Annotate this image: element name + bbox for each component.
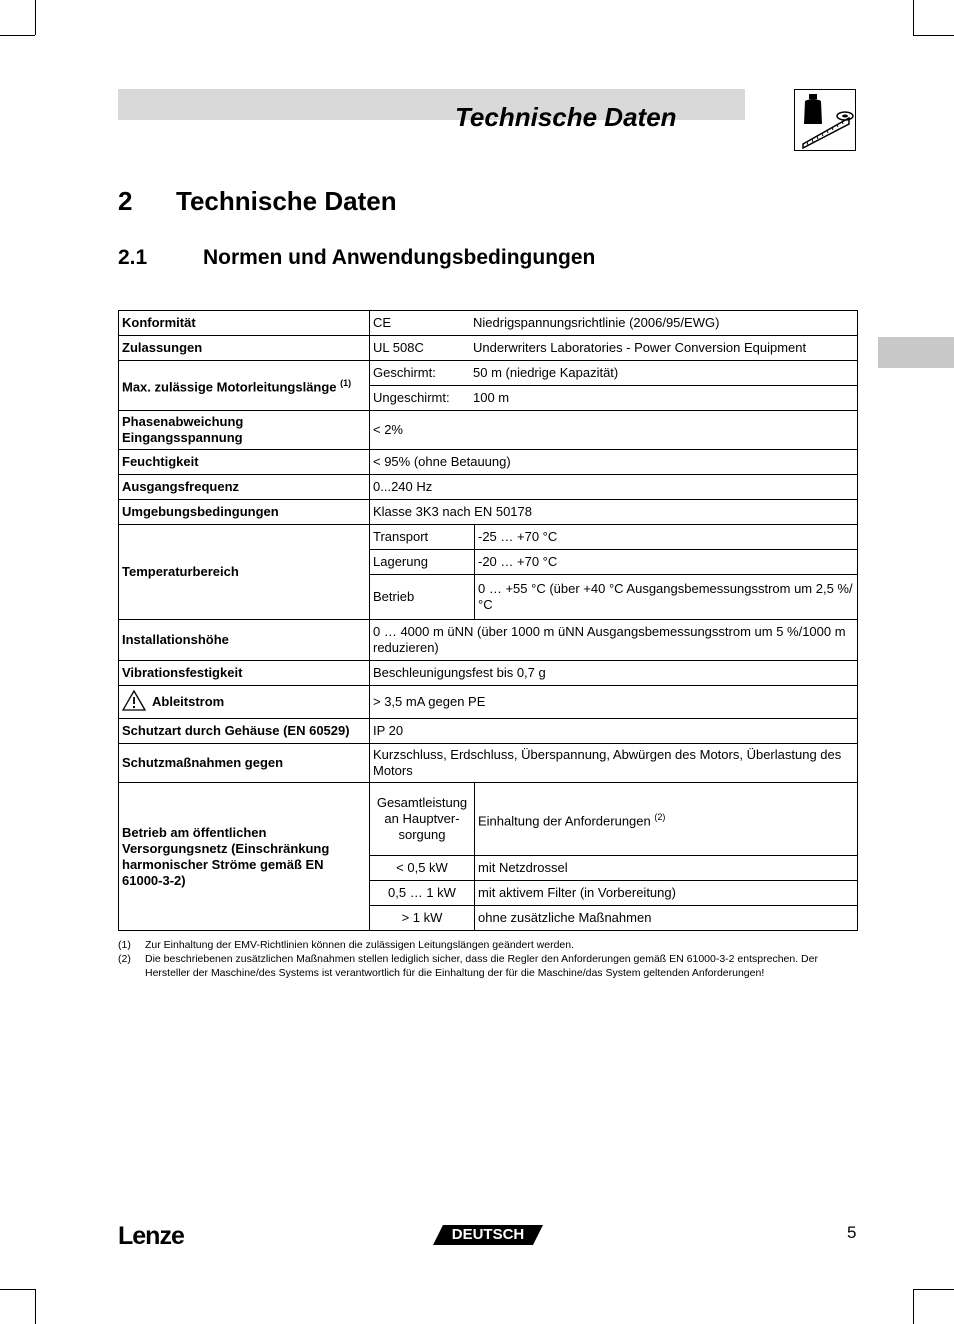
row-value: > 3,5 mA gegen PE: [370, 686, 858, 719]
footnote: (2) Die beschriebenen zusätzlichen Maßnahmen stellen lediglich sicher, dass die Regler den Anforderungen gemäß EN 61000-3-2 entsprechen. Der Hersteller der Maschine/des Systems ist verantwortlich für die Einhaltung der für die Maschine/das System geltenden Anforderungen!: [118, 953, 818, 979]
crop-mark: [913, 35, 954, 36]
row-value: mit aktivem Filter (in Vorbereitung): [475, 881, 858, 906]
row-key: Lagerung: [370, 550, 475, 575]
table-row: [119, 686, 858, 719]
language-label: DEUTSCH: [451, 1226, 525, 1243]
section-number: 2: [118, 186, 133, 216]
table-row: [119, 620, 858, 661]
warning-triangle-icon: [122, 690, 146, 715]
row-label: Ausgangsfrequenz: [119, 475, 370, 500]
row-label: Schutzmaßnahmen gegen: [119, 744, 370, 783]
row-value: -20 … +70 °C: [475, 550, 858, 575]
row-label: Zulassungen: [119, 336, 370, 361]
row-key: < 0,5 kW: [370, 856, 475, 881]
table-row: [119, 525, 858, 550]
row-key: 0,5 … 1 kW: [370, 881, 475, 906]
table-row: [119, 475, 858, 500]
row-value: Ungeschirmt: 100 m: [370, 386, 858, 411]
crop-mark: [0, 35, 35, 36]
footnote: (1) Zur Einhaltung der EMV-Richtlinien können die zulässigen Leitungslängen geändert werden.: [118, 939, 575, 951]
row-label: Betrieb am öffentlichen Versorgungsnetz (Einschränkung harmonischer Ströme gemäß EN 61000-3-2): [119, 783, 370, 931]
subsection-heading: [118, 246, 595, 270]
row-label: Vibrationsfestigkeit: [119, 661, 370, 686]
row-value: Beschleunigungsfest bis 0,7 g: [370, 661, 858, 686]
crop-mark: [0, 1289, 35, 1290]
lenze-logo: Lenze: [118, 1222, 184, 1250]
table-row: [119, 450, 858, 475]
row-value: Einhaltung der Anforderungen $^{(2)}$: [475, 783, 858, 856]
table-row: [119, 783, 858, 856]
specs-table: [118, 310, 858, 931]
row-value: mit Netzdrossel: [475, 856, 858, 881]
subsection-title: Normen und Anwendungsbedingungen: [203, 246, 596, 269]
row-label: Phasenabweichung Eingangsspannung: [119, 411, 370, 450]
table-row: [119, 500, 858, 525]
row-key: Transport: [370, 525, 475, 550]
table-row: [119, 661, 858, 686]
row-key: > 1 kW: [370, 906, 475, 931]
table-row: [119, 361, 858, 386]
header-title: Technische Daten: [455, 102, 677, 132]
row-value: 0...240 Hz: [370, 475, 858, 500]
row-value: 0 … +55 °C (über +40 °C Ausgangsbemessungsstrom um 2,5 %/°C: [475, 575, 858, 620]
section-title: Technische Daten: [176, 186, 397, 216]
row-value: Klasse 3K3 nach EN 50178: [370, 500, 858, 525]
row-label: Max. zulässige Motorleitungslänge $^{(1)}$: [119, 361, 370, 411]
page-number: 5: [847, 1223, 857, 1242]
section-heading: [118, 186, 397, 217]
footnotes: [118, 938, 838, 980]
crop-mark: [913, 0, 914, 35]
row-value: IP 20: [370, 719, 858, 744]
row-label: Installationshöhe: [119, 620, 370, 661]
row-value: < 2%: [370, 411, 858, 450]
row-key: Betrieb: [370, 575, 475, 620]
row-value: CE Niedrigspannungsrichtlinie (2006/95/EWG): [370, 311, 858, 336]
row-value: -25 … +70 °C: [475, 525, 858, 550]
subsection-number: 2.1: [118, 246, 148, 269]
row-value: < 95% (ohne Betauung): [370, 450, 858, 475]
chapter-tab: [878, 337, 954, 368]
row-label: Feuchtigkeit: [119, 450, 370, 475]
row-value: UL 508C Underwriters Laboratories - Power Conversion Equipment: [370, 336, 858, 361]
row-label: Ableitstrom: [119, 686, 370, 719]
table-row: [119, 336, 858, 361]
row-label: Konformität: [119, 311, 370, 336]
weight-and-ruler-icon: [794, 89, 856, 151]
crop-mark: [913, 1289, 954, 1290]
row-value: Geschirmt: 50 m (niedrige Kapazität): [370, 361, 858, 386]
row-key: Gesamtleistung an Hauptver-sorgung: [370, 783, 475, 856]
table-row: [119, 311, 858, 336]
row-value: 0 … 4000 m üNN (über 1000 m üNN Ausgangsbemessungsstrom um 5 %/1000 m reduzieren): [370, 620, 858, 661]
row-label: Temperaturbereich: [119, 525, 370, 620]
crop-mark: [35, 0, 36, 35]
row-value: ohne zusätzliche Maßnahmen: [475, 906, 858, 931]
crop-mark: [35, 1289, 36, 1324]
row-label: Schutzart durch Gehäuse (EN 60529): [119, 719, 370, 744]
table-row: [119, 719, 858, 744]
table-row: [119, 744, 858, 783]
crop-mark: [913, 1289, 914, 1324]
row-value: Kurzschluss, Erdschluss, Überspannung, Abwürgen des Motors, Überlastung des Motors: [370, 744, 858, 783]
table-row: [119, 411, 858, 450]
row-label: Umgebungsbedingungen: [119, 500, 370, 525]
